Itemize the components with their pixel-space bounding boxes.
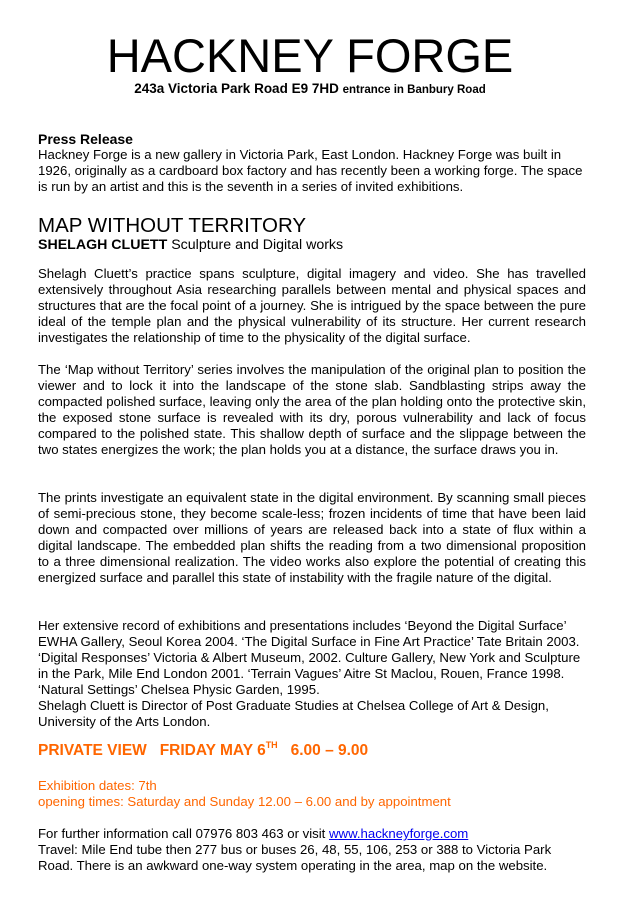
- opening-times: opening times: Saturday and Sunday 12.00 – 6.00 and by appointment: [38, 794, 451, 809]
- private-view-day-suffix: TH: [265, 740, 278, 750]
- paragraph-practice: Shelagh Cluett’s practice spans sculpture, digital imagery and video. She has travelled extensively throughout Asia researching parallels between mental and physical spaces and structures that are the focal point of a journey. She is intrigued by the space between the pure ideal of the temple plan and the physical vulnerability of its structure. Her current research investigates the relationship of time to the physicality of the digital surface.: [38, 266, 586, 345]
- press-release-text: Hackney Forge is a new gallery in Victoria Park, East London. Hackney Forge was built in 1926, originally as a cardboard box factory and has recently been a working forge. The space is run by an artist and this is the seventh in a series of invited exhibitions.: [38, 147, 583, 194]
- contact-info-line: [38, 826, 586, 842]
- gallery-address: 243a Victoria Park Road E9 7HD: [134, 81, 339, 96]
- paragraph-series: The ‘Map without Territory’ series involves the manipulation of the original plan to position the viewer and to lock it into the landscape of the stone slab. Sandblasting strips away the compacted polished surface, leaving only the area of the plan holding onto the protective skin, the exposed stone surface is revealed with its dry, porous vulnerability and lack of focus compared to the polished state. This shallow depth of surface and the slippage between the two states energizes the work; the plan holds you at a distance, the surface draws you in.: [38, 362, 586, 457]
- gallery-entrance: entrance in Banbury Road: [342, 84, 486, 96]
- exhibition-dates-block: [38, 778, 586, 810]
- private-view-day: FRIDAY MAY 6: [159, 742, 266, 759]
- gallery-title: HACKNEY FORGE: [106, 29, 514, 82]
- press-release-section: [38, 131, 586, 195]
- artist-name: SHELAGH CLUETT: [38, 237, 168, 253]
- paragraph-exhibitions: Her extensive record of exhibitions and presentations includes ‘Beyond the Digital Surface’ EWHA Gallery, Seoul Korea 2004. ‘The Digital Surface in Fine Art Practice’ Tate Britain 2003. ‘Digital Responses’ Victoria & Albert Museum, 2002. Culture Gallery, New York and Sculpture in the Park, Mile End London 2001. ‘Terrain Vagues’ Aitre St Maclou, Rouen, France 1998. ‘Natural Settings’ Chelsea Physic Garden, 1995.: [38, 618, 581, 697]
- private-view-line: [38, 741, 368, 761]
- contact-info: For further information call 07976 803 463 or visit: [38, 826, 326, 841]
- private-view-label: PRIVATE VIEW: [38, 742, 147, 759]
- paragraph-director: Shelagh Cluett is Director of Post Graduate Studies at Chelsea College of Art & Design, University of the Arts London.: [38, 698, 549, 729]
- private-view-time: 6.00 – 9.00: [290, 742, 369, 759]
- press-release-heading: Press Release: [38, 131, 133, 147]
- contact-block: [38, 826, 586, 874]
- artist-line: [38, 236, 343, 254]
- website-link[interactable]: www.hackneyforge.com: [329, 826, 469, 841]
- exhibition-subtitle: Sculpture and Digital works: [171, 237, 344, 253]
- gallery-address-line: [0, 81, 620, 98]
- travel-info: Travel: Mile End tube then 277 bus or buses 26, 48, 55, 106, 253 or 388 to Victoria Park Road. There is an awkward one-way system operating in the area, map on the website.: [38, 842, 552, 873]
- exhibition-title: MAP WITHOUT TERRITORY: [38, 214, 307, 237]
- paragraph-prints: The prints investigate an equivalent state in the digital environment. By scanning small pieces of semi-precious stone, they become scale-less; frozen incidents of time that have been laid down and compacted over millions of years are released back into a state of flux within a digital landscape. The embedded plan shifts the reading from a two dimensional proposition to a three dimensional realization. The video works also explore the potential of creating this energized surface and parallel this state of instability with the fragile nature of the digital.: [38, 490, 586, 585]
- exhibition-dates: Exhibition dates: 7th: [38, 778, 157, 793]
